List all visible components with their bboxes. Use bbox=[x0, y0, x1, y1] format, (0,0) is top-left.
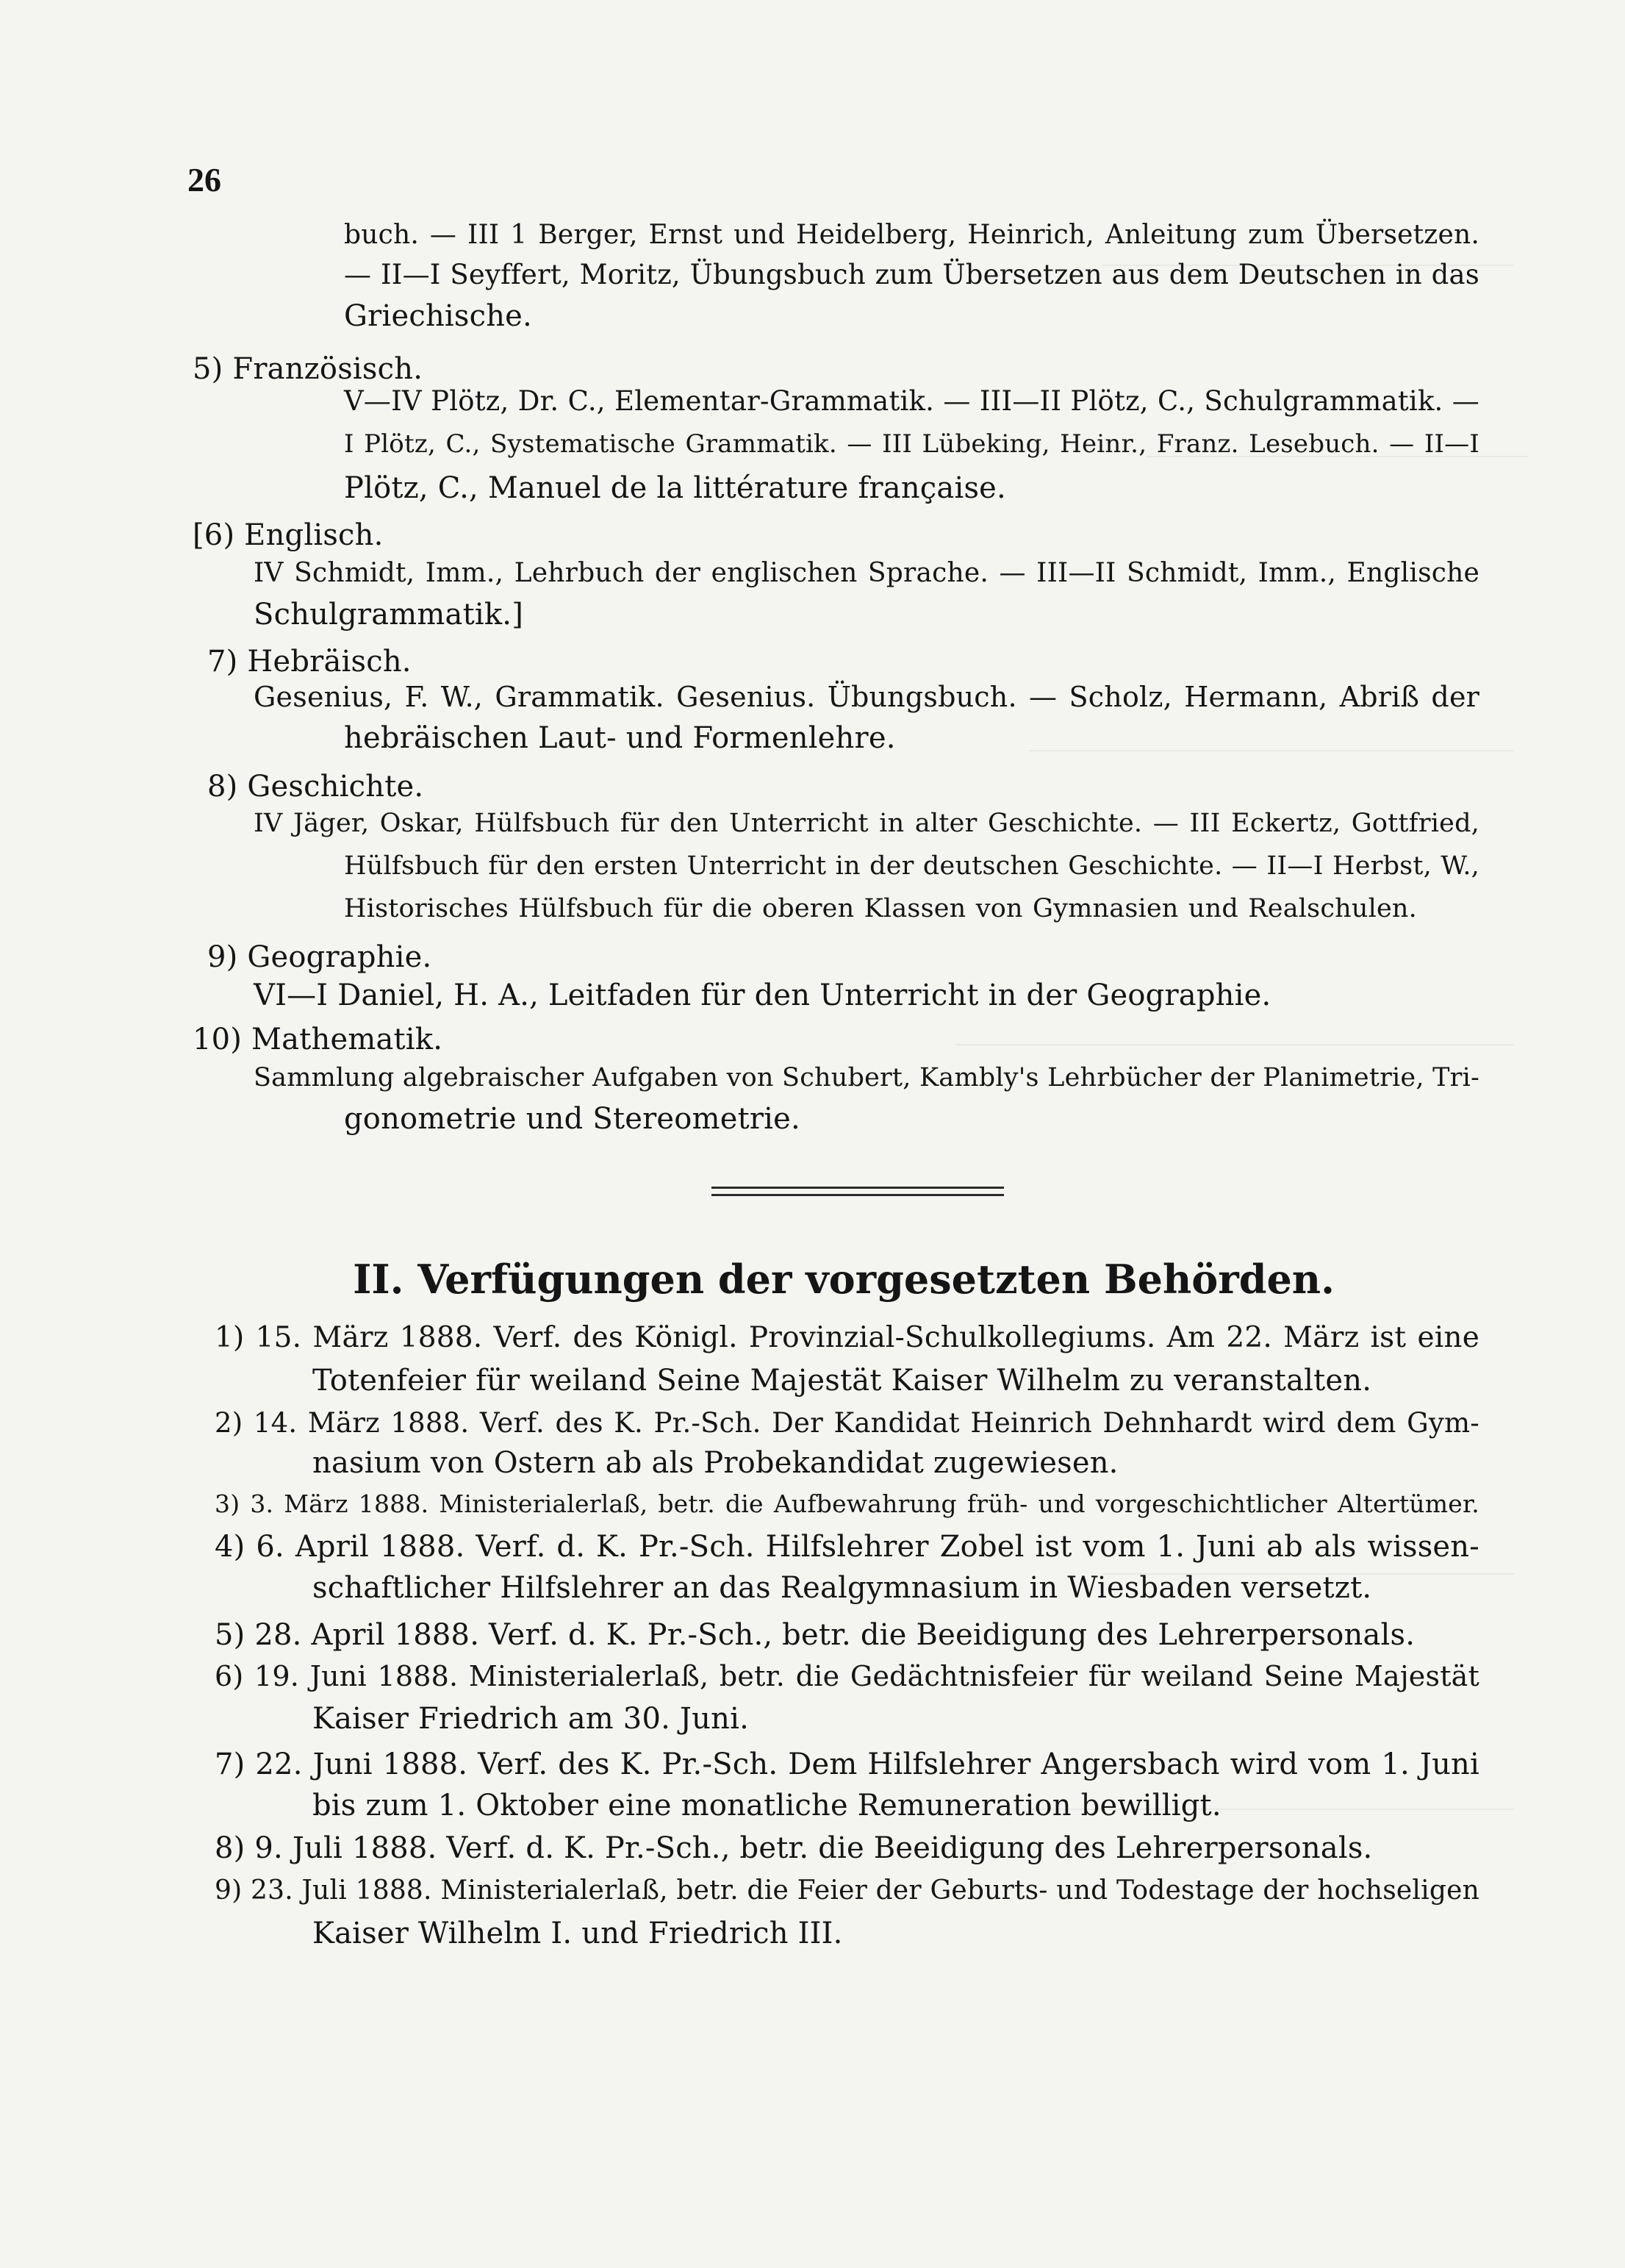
decree-entry: 4) 6. April 1888. Verf. d. K. Pr.-Sch. Hilfslehrer Zobel ist vom 1. Juni ab als wissen- bbox=[215, 1530, 1479, 1564]
subject-heading-geographie: 9) Geographie. bbox=[207, 940, 432, 974]
subject-heading-hebraeisch: 7) Hebräisch. bbox=[207, 645, 412, 679]
separator-rule bbox=[711, 1187, 1004, 1189]
text-line: — II—I Seyffert, Moritz, Übungsbuch zum Übersetzen aus dem Deutschen in das bbox=[344, 259, 1479, 290]
text-line: Historisches Hülfsbuch für die oberen Klassen von Gymnasien und Realschulen. bbox=[344, 894, 1417, 923]
page-number: 26 bbox=[187, 161, 221, 198]
decree-entry: 3) 3. März 1888. Ministerialerlaß, betr. die Aufbewahrung früh- und vorgeschichtlicher Altertümer. bbox=[215, 1489, 1479, 1518]
decree-entry: 9) 23. Juli 1888. Ministerialerlaß, betr. die Feier der Geburts- und Todestage der hochseligen bbox=[215, 1875, 1479, 1906]
text-line: Hülfsbuch für den ersten Unterricht in der deutschen Geschichte. — II—I Herbst, W., bbox=[344, 851, 1479, 881]
subject-heading-englisch: [6) Englisch. bbox=[193, 518, 384, 552]
subject-heading-geschichte: 8) Geschichte. bbox=[207, 770, 424, 804]
subject-heading-franzoesisch: 5) Französisch. bbox=[193, 352, 423, 386]
decree-entry: 2) 14. März 1888. Verf. des K. Pr.-Sch. Der Kandidat Heinrich Dehnhardt wird dem Gym- bbox=[215, 1407, 1479, 1439]
decree-entry: 7) 22. Juni 1888. Verf. des K. Pr.-Sch. Dem Hilfslehrer Angersbach wird vom 1. Juni bbox=[215, 1747, 1479, 1781]
decree-entry-cont: bis zum 1. Oktober eine monatliche Remuneration bewilligt. bbox=[312, 1789, 1222, 1822]
text-line: VI—I Daniel, H. A., Leitfaden für den Unterricht in der Geographie. bbox=[254, 979, 1271, 1012]
show-through-line bbox=[1029, 750, 1514, 751]
text-line: IV Jäger, Oskar, Hülfsbuch für den Unterricht in alter Geschichte. — III Eckertz, Gottfried, bbox=[254, 809, 1479, 838]
decree-entry-cont: schaftlicher Hilfslehrer an das Realgymnasium in Wiesbaden versetzt. bbox=[312, 1571, 1372, 1605]
text-line: buch. — III 1 Berger, Ernst und Heidelberg, Heinrich, Anleitung zum Übersetzen. bbox=[344, 220, 1479, 250]
decree-entry: 5) 28. April 1888. Verf. d. K. Pr.-Sch., betr. die Beeidigung des Lehrerpersonals. bbox=[215, 1618, 1416, 1652]
decree-entry-cont: Kaiser Wilhelm I. und Friedrich III. bbox=[312, 1917, 843, 1950]
text-line: Sammlung algebraischer Aufgaben von Schubert, Kambly's Lehrbücher der Planimetrie, Tri- bbox=[254, 1063, 1479, 1092]
text-line: IV Schmidt, Imm., Lehrbuch der englischen Sprache. — III—II Schmidt, Imm., Englische bbox=[254, 558, 1479, 588]
decree-entry-cont: nasium von Ostern ab als Probekandidat zugewiesen. bbox=[312, 1446, 1119, 1480]
text-line: V—IV Plötz, Dr. C., Elementar-Grammatik. — III—II Plötz, C., Schulgrammatik. — bbox=[344, 385, 1479, 417]
text-line: I Plötz, C., Systematische Grammatik. — III Lübeking, Heinr., Franz. Lesebuch. — II—I bbox=[344, 429, 1479, 459]
decree-entry: 8) 9. Juli 1888. Verf. d. K. Pr.-Sch., betr. die Beeidigung des Lehrerpersonals. bbox=[215, 1831, 1373, 1865]
separator-rule bbox=[711, 1194, 1004, 1196]
decree-entry-cont: Kaiser Friedrich am 30. Juni. bbox=[312, 1702, 749, 1736]
section-heading: II. Verfügungen der vorgesetzten Behörden. bbox=[353, 1256, 1335, 1303]
text-line: Griechische. bbox=[344, 299, 532, 333]
show-through-line bbox=[955, 1044, 1514, 1045]
text-line: Gesenius, F. W., Grammatik. Gesenius. Übungsbuch. — Scholz, Hermann, Abriß der bbox=[254, 681, 1479, 713]
decree-entry: 1) 15. März 1888. Verf. des Königl. Provinzial-Schulkollegiums. Am 22. März ist eine bbox=[215, 1321, 1479, 1354]
text-line: hebräischen Laut- und Formenlehre. bbox=[344, 721, 896, 755]
decree-entry: 6) 19. Juni 1888. Ministerialerlaß, betr. die Gedächtnisfeier für weiland Seine Majestät bbox=[215, 1660, 1479, 1692]
subject-heading-mathematik: 10) Mathematik. bbox=[193, 1023, 443, 1056]
text-line: Plötz, C., Manuel de la littérature française. bbox=[344, 471, 1006, 505]
text-line: Schulgrammatik.] bbox=[254, 598, 524, 632]
decree-entry-cont: Totenfeier für weiland Seine Majestät Kaiser Wilhelm zu veranstalten. bbox=[312, 1364, 1372, 1398]
text-line: gonometrie und Stereometrie. bbox=[344, 1102, 800, 1136]
